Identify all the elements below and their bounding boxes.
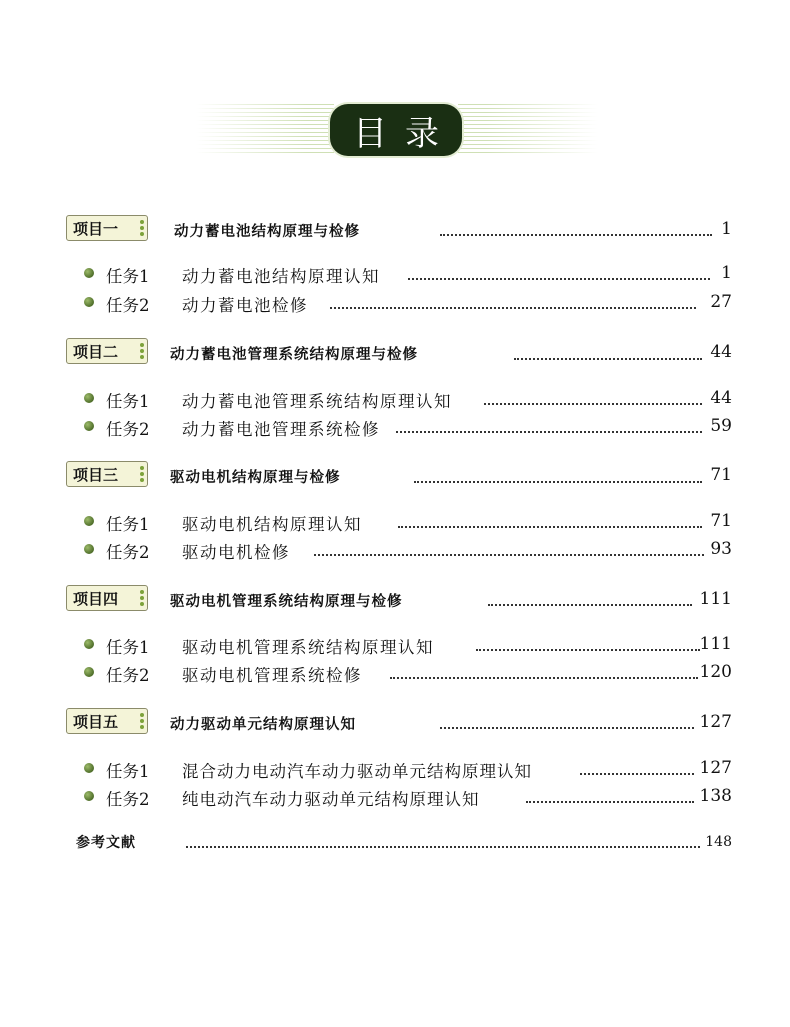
task-title[interactable]: 驱动电机管理系统结构原理认知 bbox=[182, 638, 434, 657]
task-page: 44 bbox=[710, 388, 732, 408]
task-title[interactable]: 动力蓄电池管理系统检修 bbox=[182, 420, 380, 439]
project-title[interactable]: 动力蓄电池结构原理与检修 bbox=[174, 224, 360, 240]
project-title[interactable]: 驱动电机管理系统结构原理与检修 bbox=[170, 594, 403, 610]
project-title[interactable]: 动力驱动单元结构原理认知 bbox=[170, 717, 356, 733]
dot-leader bbox=[314, 554, 704, 556]
task-label: 任务2 bbox=[106, 296, 150, 315]
task-title[interactable]: 混合动力电动汽车动力驱动单元结构原理认知 bbox=[182, 762, 532, 781]
project-badge: 项目五 bbox=[66, 708, 148, 734]
project-page: 71 bbox=[710, 465, 732, 485]
badge-dots-icon bbox=[140, 341, 146, 361]
project-badge: 项目一 bbox=[66, 215, 148, 241]
bullet-icon bbox=[84, 516, 94, 526]
badge-dots-icon bbox=[140, 218, 146, 238]
task-page: 71 bbox=[710, 511, 732, 531]
task-title[interactable]: 驱动电机检修 bbox=[182, 543, 290, 562]
dot-leader bbox=[390, 677, 698, 679]
dot-leader bbox=[484, 403, 702, 405]
task-label: 任务1 bbox=[106, 392, 150, 411]
task-page: 120 bbox=[699, 662, 732, 682]
task-label: 任务1 bbox=[106, 515, 150, 534]
dot-leader bbox=[408, 278, 710, 280]
bullet-icon bbox=[84, 791, 94, 801]
dot-leader bbox=[476, 649, 700, 651]
bullet-icon bbox=[84, 639, 94, 649]
task-label: 任务1 bbox=[106, 267, 150, 286]
bullet-icon bbox=[84, 297, 94, 307]
dot-leader bbox=[526, 801, 694, 803]
references-title[interactable]: 参考文献 bbox=[76, 835, 136, 851]
task-label: 任务1 bbox=[106, 762, 150, 781]
task-page: 127 bbox=[699, 758, 732, 778]
dot-leader bbox=[514, 358, 702, 360]
project-page: 44 bbox=[710, 342, 732, 362]
title-plaque bbox=[330, 104, 462, 156]
bullet-icon bbox=[84, 763, 94, 773]
dot-leader bbox=[440, 234, 712, 236]
bullet-icon bbox=[84, 268, 94, 278]
task-page: 59 bbox=[710, 416, 732, 436]
project-page: 127 bbox=[699, 712, 732, 732]
dot-leader bbox=[440, 727, 694, 729]
task-title[interactable]: 纯电动汽车动力驱动单元结构原理认知 bbox=[182, 790, 480, 809]
task-label: 任务2 bbox=[106, 666, 150, 685]
references-page: 148 bbox=[705, 834, 732, 850]
project-badge: 项目三 bbox=[66, 461, 148, 487]
page-title: 目录 bbox=[353, 113, 457, 154]
project-page: 111 bbox=[699, 589, 732, 609]
task-page: 1 bbox=[721, 263, 732, 283]
task-title[interactable]: 驱动电机结构原理认知 bbox=[182, 515, 362, 534]
bullet-icon bbox=[84, 421, 94, 431]
badge-dots-icon bbox=[140, 711, 146, 731]
project-badge: 项目二 bbox=[66, 338, 148, 364]
toc-header bbox=[0, 0, 790, 200]
project-badge: 项目四 bbox=[66, 585, 148, 611]
dot-leader bbox=[396, 431, 702, 433]
bullet-icon bbox=[84, 544, 94, 554]
badge-dots-icon bbox=[140, 464, 146, 484]
dot-leader bbox=[186, 846, 700, 848]
bullet-icon bbox=[84, 667, 94, 677]
dot-leader bbox=[580, 773, 694, 775]
task-label: 任务2 bbox=[106, 543, 150, 562]
header-stripes-right bbox=[458, 104, 598, 156]
task-page: 93 bbox=[710, 539, 732, 559]
task-title[interactable]: 动力蓄电池结构原理认知 bbox=[182, 267, 380, 286]
task-page: 138 bbox=[699, 786, 732, 806]
header-stripes-left bbox=[196, 104, 334, 156]
task-label: 任务2 bbox=[106, 790, 150, 809]
dot-leader bbox=[330, 307, 696, 309]
task-title[interactable]: 动力蓄电池检修 bbox=[182, 296, 308, 315]
dot-leader bbox=[488, 604, 692, 606]
task-page: 27 bbox=[710, 292, 732, 312]
task-page: 111 bbox=[699, 634, 732, 654]
project-page: 1 bbox=[721, 219, 732, 239]
task-title[interactable]: 动力蓄电池管理系统结构原理认知 bbox=[182, 392, 452, 411]
project-title[interactable]: 驱动电机结构原理与检修 bbox=[170, 470, 341, 486]
dot-leader bbox=[414, 481, 702, 483]
task-label: 任务1 bbox=[106, 638, 150, 657]
task-title[interactable]: 驱动电机管理系统检修 bbox=[182, 666, 362, 685]
project-title[interactable]: 动力蓄电池管理系统结构原理与检修 bbox=[170, 347, 418, 363]
dot-leader bbox=[398, 526, 702, 528]
task-label: 任务2 bbox=[106, 420, 150, 439]
badge-dots-icon bbox=[140, 588, 146, 608]
bullet-icon bbox=[84, 393, 94, 403]
